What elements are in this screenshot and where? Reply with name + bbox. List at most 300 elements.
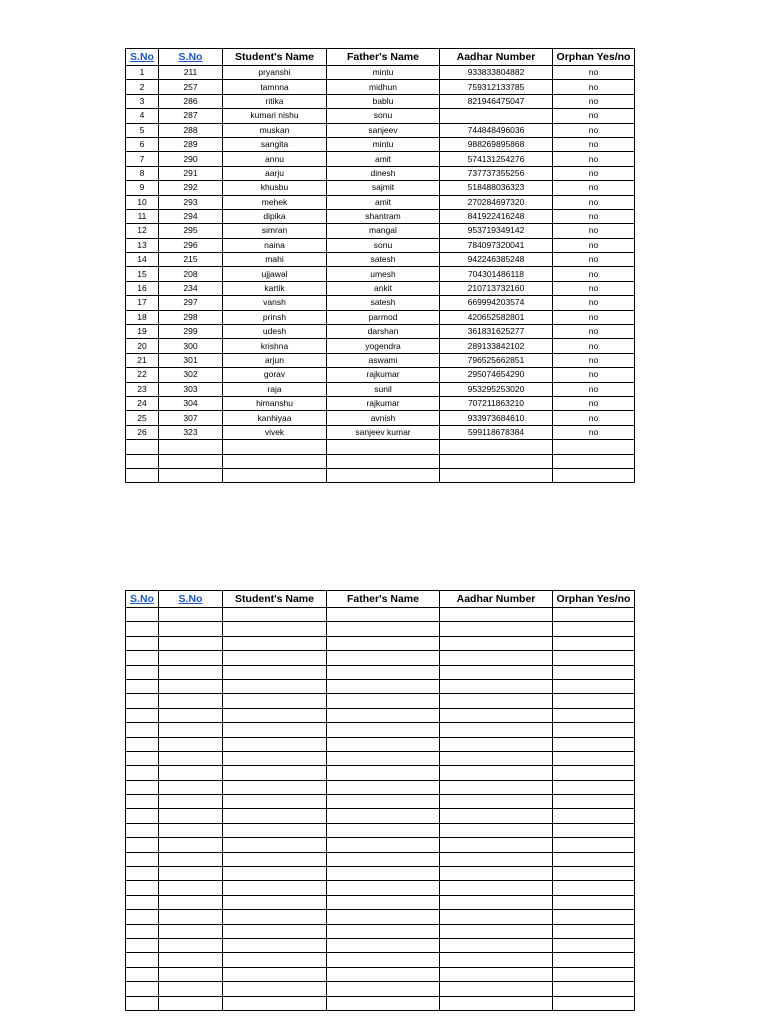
empty-cell xyxy=(327,823,440,837)
empty-row xyxy=(126,608,635,622)
cell-orphan: no xyxy=(553,425,635,439)
cell-orphan: no xyxy=(553,281,635,295)
empty-cell xyxy=(553,679,635,693)
cell-sno: 22 xyxy=(126,368,159,382)
cell-aadhar-number: 796525662851 xyxy=(440,353,553,367)
empty-row xyxy=(126,881,635,895)
cell-sno-2: 208 xyxy=(159,267,223,281)
table-row xyxy=(126,66,635,80)
cell-father-name: sonu xyxy=(327,238,440,252)
cell-father-name: avnish xyxy=(327,411,440,425)
cell-aadhar-number: 518488036323 xyxy=(440,181,553,195)
empty-cell xyxy=(159,766,223,780)
cell-student-name: himanshu xyxy=(223,396,327,410)
empty-cell xyxy=(223,622,327,636)
cell-student-name: mahi xyxy=(223,253,327,267)
cell-father-name: sanjeev kumar xyxy=(327,425,440,439)
empty-cell xyxy=(553,751,635,765)
empty-cell xyxy=(159,867,223,881)
col-header-sno[interactable]: S.No xyxy=(126,49,159,66)
cell-father-name: mintu xyxy=(327,66,440,80)
col-header-student-name: Student's Name xyxy=(223,49,327,66)
cell-orphan: no xyxy=(553,325,635,339)
cell-aadhar-number: 704301486118 xyxy=(440,267,553,281)
table-row xyxy=(126,152,635,166)
empty-row xyxy=(126,751,635,765)
cell-student-name: tamnna xyxy=(223,80,327,94)
cell-aadhar-number: 210713732160 xyxy=(440,281,553,295)
empty-cell xyxy=(126,795,159,809)
empty-cell xyxy=(126,823,159,837)
empty-cell xyxy=(553,454,635,468)
cell-father-name: dinesh xyxy=(327,166,440,180)
cell-aadhar-number: 599118678384 xyxy=(440,425,553,439)
empty-cell xyxy=(159,608,223,622)
cell-sno: 12 xyxy=(126,224,159,238)
empty-cell xyxy=(223,867,327,881)
empty-cell xyxy=(440,651,553,665)
table-row xyxy=(126,425,635,439)
cell-orphan: no xyxy=(553,181,635,195)
empty-cell xyxy=(327,679,440,693)
empty-cell xyxy=(223,679,327,693)
cell-student-name: kartik xyxy=(223,281,327,295)
empty-cell xyxy=(159,751,223,765)
empty-cell xyxy=(553,737,635,751)
col-header-student-name: Student's Name xyxy=(223,591,327,608)
empty-cell xyxy=(327,454,440,468)
empty-cell xyxy=(223,895,327,909)
cell-sno-2: 290 xyxy=(159,152,223,166)
table-row xyxy=(126,94,635,108)
col-header-father-name: Father's Name xyxy=(327,591,440,608)
empty-cell xyxy=(159,967,223,981)
cell-student-name: gorav xyxy=(223,368,327,382)
cell-father-name: midhun xyxy=(327,80,440,94)
empty-cell xyxy=(223,924,327,938)
cell-orphan: no xyxy=(553,396,635,410)
empty-cell xyxy=(553,780,635,794)
cell-sno-2: 288 xyxy=(159,123,223,137)
cell-sno: 25 xyxy=(126,411,159,425)
cell-sno: 2 xyxy=(126,80,159,94)
empty-cell xyxy=(327,665,440,679)
cell-father-name: sanjeev xyxy=(327,123,440,137)
empty-cell xyxy=(440,838,553,852)
empty-cell xyxy=(126,852,159,866)
student-table-top xyxy=(125,48,635,483)
empty-cell xyxy=(440,636,553,650)
empty-cell xyxy=(440,622,553,636)
cell-sno: 4 xyxy=(126,109,159,123)
empty-cell xyxy=(553,823,635,837)
empty-cell xyxy=(553,468,635,482)
cell-sno-2: 234 xyxy=(159,281,223,295)
col-header-sno-2[interactable]: S.No xyxy=(159,49,223,66)
table-row xyxy=(126,209,635,223)
cell-sno: 16 xyxy=(126,281,159,295)
table-row xyxy=(126,181,635,195)
empty-cell xyxy=(553,622,635,636)
empty-cell xyxy=(159,982,223,996)
empty-cell xyxy=(327,838,440,852)
empty-row xyxy=(126,809,635,823)
empty-cell xyxy=(327,636,440,650)
cell-aadhar-number: 574131254276 xyxy=(440,152,553,166)
cell-student-name: naina xyxy=(223,238,327,252)
empty-cell xyxy=(440,895,553,909)
cell-orphan: no xyxy=(553,80,635,94)
empty-cell xyxy=(553,982,635,996)
cell-father-name: rajkumar xyxy=(327,396,440,410)
empty-cell xyxy=(223,751,327,765)
empty-cell xyxy=(126,468,159,482)
cell-student-name: simran xyxy=(223,224,327,238)
cell-aadhar-number: 289133842102 xyxy=(440,339,553,353)
cell-student-name: ujjawal xyxy=(223,267,327,281)
cell-student-name: prinsh xyxy=(223,310,327,324)
empty-cell xyxy=(126,665,159,679)
empty-cell xyxy=(553,766,635,780)
cell-father-name: amit xyxy=(327,152,440,166)
cell-sno: 9 xyxy=(126,181,159,195)
cell-aadhar-number: 669994203574 xyxy=(440,296,553,310)
empty-row xyxy=(126,468,635,482)
empty-cell xyxy=(327,737,440,751)
cell-sno-2: 293 xyxy=(159,195,223,209)
empty-cell xyxy=(223,982,327,996)
cell-orphan: no xyxy=(553,411,635,425)
empty-cell xyxy=(159,636,223,650)
cell-father-name: amit xyxy=(327,195,440,209)
empty-cell xyxy=(223,694,327,708)
table-row xyxy=(126,310,635,324)
empty-row xyxy=(126,823,635,837)
empty-cell xyxy=(327,694,440,708)
cell-sno-2: 323 xyxy=(159,425,223,439)
cell-sno: 24 xyxy=(126,396,159,410)
cell-father-name: parmod xyxy=(327,310,440,324)
empty-cell xyxy=(126,679,159,693)
empty-cell xyxy=(159,895,223,909)
cell-student-name: sangita xyxy=(223,137,327,151)
empty-row xyxy=(126,982,635,996)
empty-cell xyxy=(223,938,327,952)
cell-orphan: no xyxy=(553,137,635,151)
cell-sno: 20 xyxy=(126,339,159,353)
empty-cell xyxy=(327,910,440,924)
cell-aadhar-number: 759312133785 xyxy=(440,80,553,94)
empty-cell xyxy=(159,838,223,852)
empty-cell xyxy=(126,636,159,650)
empty-cell xyxy=(440,608,553,622)
empty-row xyxy=(126,440,635,454)
empty-cell xyxy=(223,967,327,981)
cell-aadhar-number: 784097320041 xyxy=(440,238,553,252)
cell-sno-2: 286 xyxy=(159,94,223,108)
empty-cell xyxy=(327,766,440,780)
col-header-sno-2[interactable]: S.No xyxy=(159,591,223,608)
empty-cell xyxy=(159,737,223,751)
empty-row xyxy=(126,651,635,665)
empty-cell xyxy=(159,651,223,665)
cell-aadhar-number: 988269895868 xyxy=(440,137,553,151)
empty-row xyxy=(126,694,635,708)
empty-cell xyxy=(440,910,553,924)
cell-aadhar-number: 933833804882 xyxy=(440,66,553,80)
cell-father-name: sonu xyxy=(327,109,440,123)
table-row xyxy=(126,382,635,396)
empty-row xyxy=(126,622,635,636)
empty-row xyxy=(126,838,635,852)
cell-sno-2: 215 xyxy=(159,253,223,267)
col-header-father-name: Father's Name xyxy=(327,49,440,66)
cell-sno: 3 xyxy=(126,94,159,108)
cell-orphan: no xyxy=(553,353,635,367)
cell-father-name: mintu xyxy=(327,137,440,151)
col-header-aadhar-number: Aadhar Number xyxy=(440,591,553,608)
cell-sno-2: 297 xyxy=(159,296,223,310)
empty-row xyxy=(126,636,635,650)
empty-cell xyxy=(440,751,553,765)
cell-sno: 13 xyxy=(126,238,159,252)
cell-sno-2: 211 xyxy=(159,66,223,80)
empty-cell xyxy=(440,881,553,895)
empty-cell xyxy=(126,910,159,924)
cell-aadhar-number: 737737355256 xyxy=(440,166,553,180)
cell-student-name: mehek xyxy=(223,195,327,209)
empty-cell xyxy=(223,780,327,794)
empty-cell xyxy=(126,838,159,852)
empty-cell xyxy=(440,440,553,454)
empty-cell xyxy=(223,737,327,751)
empty-cell xyxy=(159,924,223,938)
cell-student-name: raja xyxy=(223,382,327,396)
cell-student-name: pryanshi xyxy=(223,66,327,80)
empty-cell xyxy=(553,838,635,852)
empty-cell xyxy=(553,795,635,809)
empty-cell xyxy=(440,780,553,794)
empty-row xyxy=(126,766,635,780)
cell-father-name: shantram xyxy=(327,209,440,223)
empty-cell xyxy=(553,809,635,823)
cell-student-name: vivek xyxy=(223,425,327,439)
empty-cell xyxy=(440,938,553,952)
cell-aadhar-number: 953719349142 xyxy=(440,224,553,238)
empty-row xyxy=(126,852,635,866)
empty-cell xyxy=(223,996,327,1010)
cell-sno: 17 xyxy=(126,296,159,310)
empty-cell xyxy=(327,780,440,794)
table-row xyxy=(126,80,635,94)
empty-cell xyxy=(126,780,159,794)
cell-sno-2: 292 xyxy=(159,181,223,195)
empty-cell xyxy=(440,694,553,708)
cell-orphan: no xyxy=(553,152,635,166)
cell-sno-2: 294 xyxy=(159,209,223,223)
cell-sno: 8 xyxy=(126,166,159,180)
empty-cell xyxy=(223,708,327,722)
cell-father-name: ankit xyxy=(327,281,440,295)
empty-row xyxy=(126,454,635,468)
empty-cell xyxy=(126,751,159,765)
empty-cell xyxy=(223,838,327,852)
empty-cell xyxy=(327,440,440,454)
empty-cell xyxy=(440,982,553,996)
empty-cell xyxy=(159,723,223,737)
empty-cell xyxy=(440,795,553,809)
empty-row xyxy=(126,895,635,909)
cell-orphan: no xyxy=(553,224,635,238)
cell-student-name: arjun xyxy=(223,353,327,367)
cell-aadhar-number: 420652582801 xyxy=(440,310,553,324)
empty-cell xyxy=(553,723,635,737)
empty-cell xyxy=(327,468,440,482)
table-row xyxy=(126,325,635,339)
cell-sno: 7 xyxy=(126,152,159,166)
cell-sno-2: 302 xyxy=(159,368,223,382)
empty-cell xyxy=(126,967,159,981)
cell-student-name: kanhiyaa xyxy=(223,411,327,425)
cell-orphan: no xyxy=(553,166,635,180)
cell-sno: 10 xyxy=(126,195,159,209)
cell-sno: 19 xyxy=(126,325,159,339)
empty-cell xyxy=(553,924,635,938)
empty-cell xyxy=(440,867,553,881)
empty-row xyxy=(126,996,635,1010)
empty-cell xyxy=(126,982,159,996)
empty-cell xyxy=(553,867,635,881)
cell-sno-2: 304 xyxy=(159,396,223,410)
header-row xyxy=(126,49,635,66)
empty-cell xyxy=(126,895,159,909)
empty-cell xyxy=(440,852,553,866)
empty-cell xyxy=(159,910,223,924)
table-row xyxy=(126,238,635,252)
cell-aadhar-number: 841922416248 xyxy=(440,209,553,223)
empty-row xyxy=(126,867,635,881)
empty-cell xyxy=(223,608,327,622)
empty-cell xyxy=(553,910,635,924)
col-header-aadhar-number: Aadhar Number xyxy=(440,49,553,66)
empty-cell xyxy=(223,651,327,665)
empty-cell xyxy=(223,910,327,924)
header-row xyxy=(126,591,635,608)
empty-cell xyxy=(440,679,553,693)
empty-cell xyxy=(553,881,635,895)
cell-father-name: rajkumar xyxy=(327,368,440,382)
table-row xyxy=(126,411,635,425)
table-row xyxy=(126,195,635,209)
cell-orphan: no xyxy=(553,368,635,382)
cell-aadhar-number: 295074654290 xyxy=(440,368,553,382)
col-header-sno[interactable]: S.No xyxy=(126,591,159,608)
empty-cell xyxy=(440,823,553,837)
empty-row xyxy=(126,953,635,967)
empty-cell xyxy=(159,694,223,708)
empty-cell xyxy=(126,723,159,737)
empty-cell xyxy=(159,679,223,693)
cell-student-name: muskan xyxy=(223,123,327,137)
cell-sno: 18 xyxy=(126,310,159,324)
empty-cell xyxy=(159,468,223,482)
empty-cell xyxy=(159,953,223,967)
cell-father-name: satesh xyxy=(327,296,440,310)
col-header-orphan: Orphan Yes/no xyxy=(553,49,635,66)
table-row xyxy=(126,123,635,137)
empty-cell xyxy=(223,953,327,967)
empty-row xyxy=(126,780,635,794)
empty-cell xyxy=(159,622,223,636)
empty-cell xyxy=(126,924,159,938)
cell-sno-2: 300 xyxy=(159,339,223,353)
empty-cell xyxy=(223,852,327,866)
empty-cell xyxy=(223,766,327,780)
empty-cell xyxy=(159,665,223,679)
cell-sno-2: 303 xyxy=(159,382,223,396)
cell-father-name: darshan xyxy=(327,325,440,339)
cell-orphan: no xyxy=(553,109,635,123)
cell-sno-2: 295 xyxy=(159,224,223,238)
empty-cell xyxy=(159,795,223,809)
empty-row xyxy=(126,795,635,809)
empty-cell xyxy=(126,622,159,636)
empty-cell xyxy=(159,809,223,823)
cell-sno: 5 xyxy=(126,123,159,137)
empty-cell xyxy=(327,852,440,866)
empty-cell xyxy=(327,924,440,938)
cell-orphan: no xyxy=(553,195,635,209)
empty-cell xyxy=(126,867,159,881)
cell-student-name: dipika xyxy=(223,209,327,223)
cell-orphan: no xyxy=(553,238,635,252)
empty-row xyxy=(126,924,635,938)
cell-aadhar-number xyxy=(440,109,553,123)
empty-cell xyxy=(553,651,635,665)
cell-father-name: satesh xyxy=(327,253,440,267)
cell-father-name: sunil xyxy=(327,382,440,396)
empty-cell xyxy=(327,708,440,722)
cell-sno: 1 xyxy=(126,66,159,80)
empty-cell xyxy=(553,440,635,454)
cell-aadhar-number: 744848496036 xyxy=(440,123,553,137)
cell-orphan: no xyxy=(553,382,635,396)
cell-orphan: no xyxy=(553,296,635,310)
empty-cell xyxy=(223,468,327,482)
cell-sno-2: 296 xyxy=(159,238,223,252)
empty-cell xyxy=(440,665,553,679)
empty-cell xyxy=(159,454,223,468)
cell-sno: 23 xyxy=(126,382,159,396)
cell-sno-2: 301 xyxy=(159,353,223,367)
empty-cell xyxy=(553,967,635,981)
cell-sno-2: 289 xyxy=(159,137,223,151)
empty-row xyxy=(126,708,635,722)
empty-row xyxy=(126,910,635,924)
empty-cell xyxy=(126,996,159,1010)
empty-cell xyxy=(126,938,159,952)
empty-cell xyxy=(440,454,553,468)
empty-cell xyxy=(223,723,327,737)
empty-cell xyxy=(126,694,159,708)
cell-aadhar-number: 707211863210 xyxy=(440,396,553,410)
cell-father-name: mangal xyxy=(327,224,440,238)
empty-cell xyxy=(223,440,327,454)
empty-cell xyxy=(126,454,159,468)
empty-cell xyxy=(553,708,635,722)
empty-cell xyxy=(327,795,440,809)
empty-cell xyxy=(327,938,440,952)
